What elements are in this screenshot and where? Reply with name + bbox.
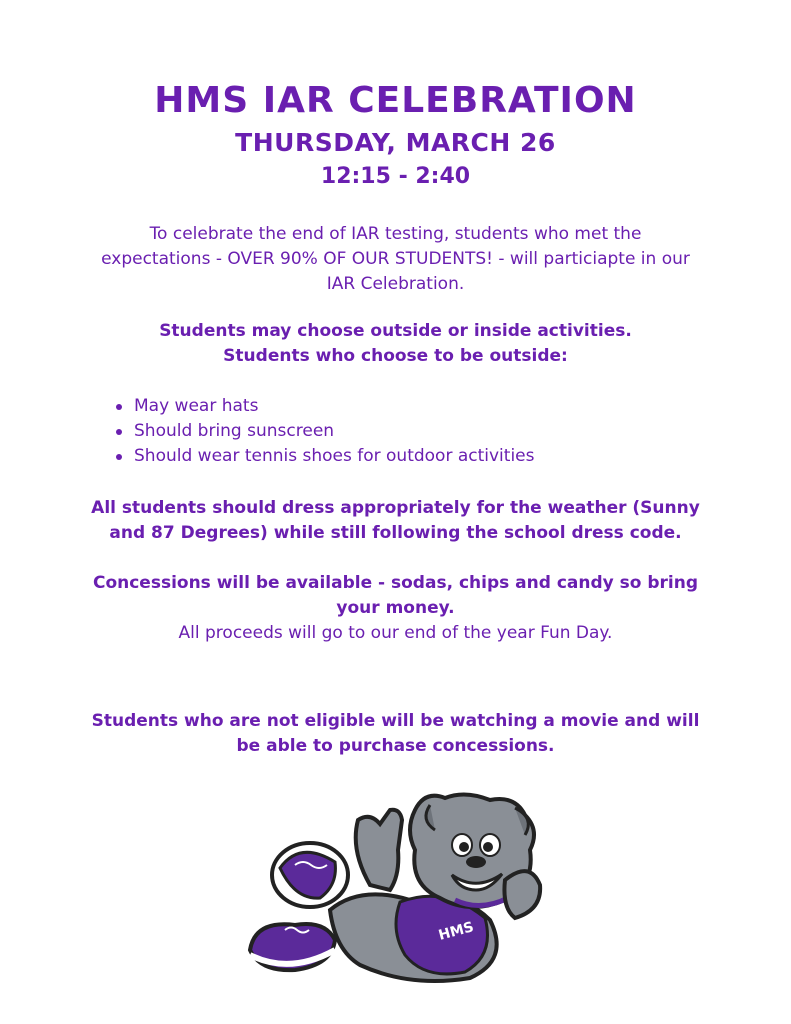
list-item: May wear hats bbox=[110, 394, 535, 419]
not-eligible-note: Students who are not eligible will be watching a movie and will be able to purchase concessions. bbox=[91, 711, 700, 756]
event-date: THURSDAY, MARCH 26 bbox=[235, 128, 556, 157]
intro-paragraph: To celebrate the end of IAR testing, students who met the expectations - OVER 90% OF OUR STUDENTS! - will particiapte in our IAR Celebration. bbox=[101, 224, 690, 294]
dress-code-note: All students should dress appropriately for the weather (Sunny and 87 Degrees) while still following the school dress code. bbox=[91, 498, 700, 543]
chin-hand bbox=[504, 871, 540, 918]
bulldog-mascot-icon bbox=[240, 790, 560, 990]
flyer-title: HMS IAR CELEBRATION bbox=[154, 80, 637, 121]
thumbs-up-arm bbox=[356, 810, 402, 890]
raised-sneaker bbox=[272, 843, 348, 907]
activity-choice-line2: Students who choose to be outside: bbox=[223, 346, 568, 366]
activity-choice bbox=[80, 319, 711, 369]
list-item: Should wear tennis shoes for outdoor activities bbox=[110, 444, 535, 469]
shirt-text: HMS bbox=[436, 919, 476, 944]
event-time: 12:15 - 2:40 bbox=[320, 164, 471, 189]
front-sneaker bbox=[250, 924, 335, 970]
activity-choice-line1: Students may choose outside or inside activities. bbox=[159, 321, 632, 341]
outside-list bbox=[110, 394, 535, 469]
concessions-note: Concessions will be available - sodas, chips and candy so bring your money. bbox=[92, 573, 699, 618]
list-item: Should bring sunscreen bbox=[110, 419, 535, 444]
proceeds-note: All proceeds will go to our end of the year Fun Day. bbox=[178, 623, 613, 643]
